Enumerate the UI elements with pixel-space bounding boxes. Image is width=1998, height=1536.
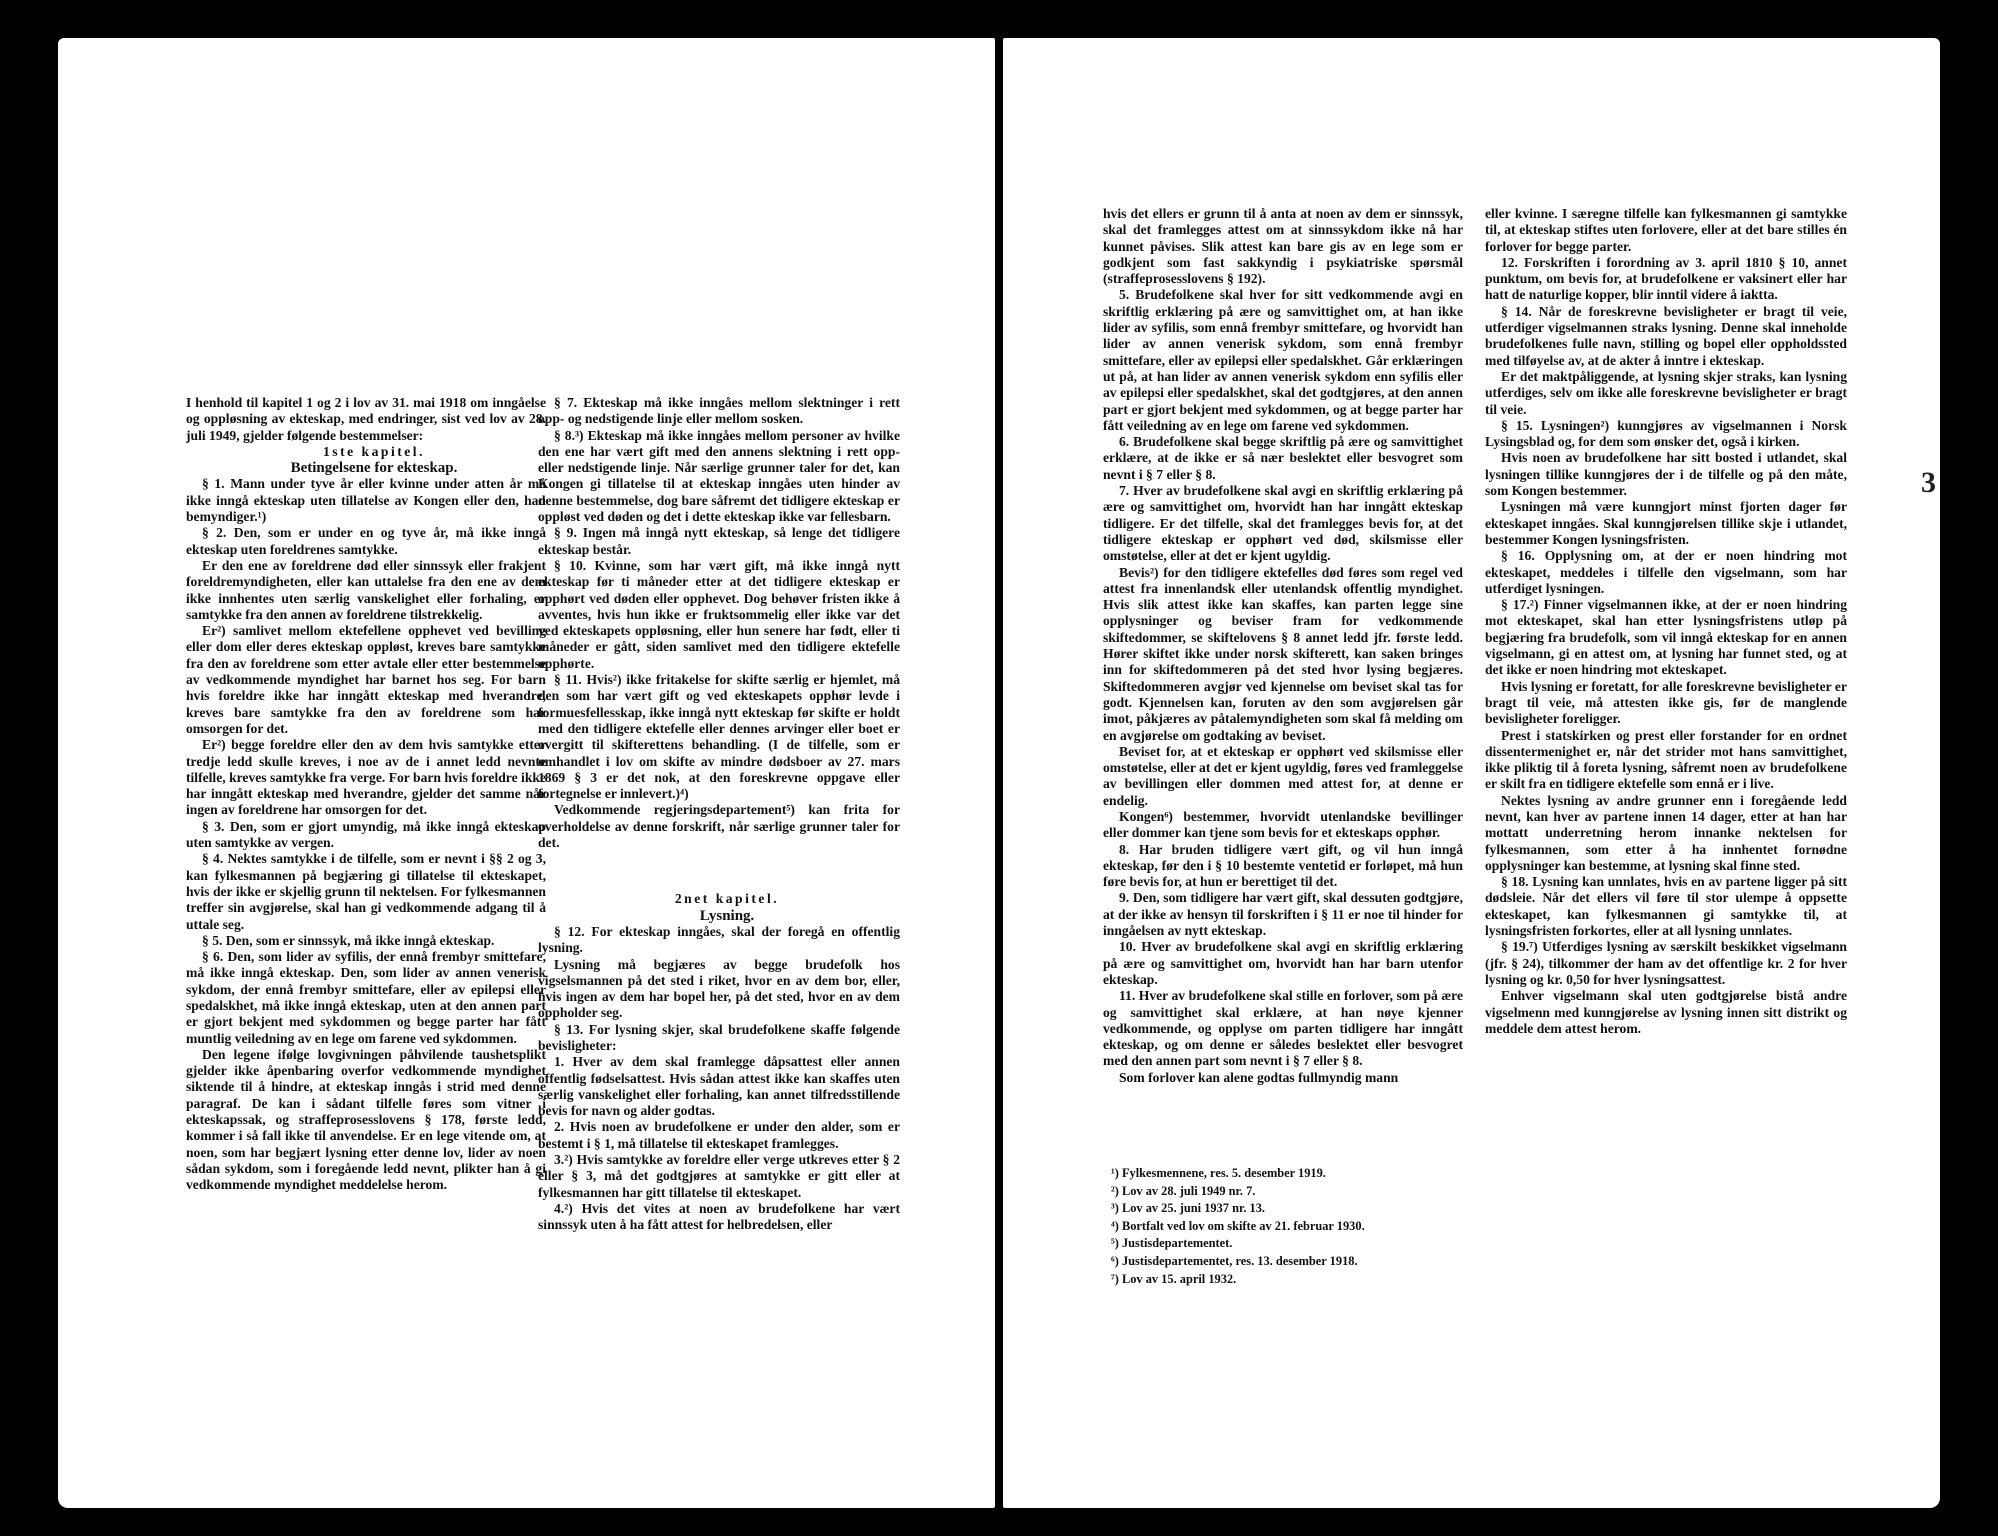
paragraph: 11. Hver av brudefolkene skal stille en forlover, som på ære og samvittighet skal erklære, at han nøye kjenner vedkommende, og opplyse om parten tidligere har inngått ekteskap, og om denne er således beslektet eller besvogret med den annen part som nevnt i § 7 eller § 8. xyxy=(1103,988,1463,1069)
paragraph: 2. Hvis noen av brudefolkene er under den alder, som er bestemt i § 1, må tillatelse til ekteskapet framlegges. xyxy=(538,1119,900,1151)
paragraph: § 11. Hvis²) ikke fritakelse for skifte særlig er hjemlet, må den som har vært gift og ved ekteskapets opphør levde i formuesfellesskap, ikke inngå nytt ekteskap før skifte er holdt med den tidligere ektefelle eller dennes arvinger eller boet er overgitt til skifterettens behandling. (I de tilfelle, som er omhandlet i lov om skifte av mindre dødsboer av 27. mars 1869 § 3 er det nok, at den foreskrevne oppgave eller fortegnelse er innlevert.)⁴) xyxy=(538,672,900,802)
paragraph: § 10. Kvinne, som har vært gift, må ikke inngå nytt ekteskap før ti måneder etter at det tidligere ekteskap er opphørt ved døden eller opphevet. Dog behøver fristen ikke å avventes, hvis hun ikke er fruktsommelig eller ikke var det ved ekteskapets oppløsning, eller hun senere har født, eller ti måneder er gått, siden samlivet med den tidligere ektefelle opphørte. xyxy=(538,557,900,671)
paragraph: Vedkommende regjeringsdepartement⁵) kan frita for overholdelse av denne forskrift, når særlige grunner taler for det. xyxy=(538,802,900,851)
paragraph: Er det maktpåliggende, at lysning skjer straks, kan lysning utferdiges, selv om ikke alle foreskrevne bevisligheter er bragt til veie. xyxy=(1485,368,1847,417)
chapter-1-label: 1ste kapitel. xyxy=(323,443,425,459)
column-1 xyxy=(186,395,546,1194)
chapter-1-title: Betingelsene for ekteskap. xyxy=(290,460,458,477)
chapter-2-title: Lysning. xyxy=(699,907,755,924)
paragraph: 1. Hver av dem skal framlegge dåpsattest eller annen offentlig fødselsattest. Hvis sådan attest ikke kan skaffes uten særlig vanskelighet eller forhaling, kan annet tilfredsstillende bevis for navn og alder godtas. xyxy=(538,1054,900,1119)
paragraph: § 1. Mann under tyve år eller kvinne under atten år må ikke inngå ekteskap uten tillatelse av Kongen eller den, han bemyndiger.¹) xyxy=(186,476,546,525)
footnote: ⁵) Justisdepartementet. xyxy=(1111,1236,1233,1251)
paragraph: Nektes lysning av andre grunner enn i foregående ledd nevnt, kan hver av partene innen 14 dager, etter at han har mottatt underretning herom innanke nektelsen for fylkesmannen, som etter å ha innhentet fornødne opplysninger kan bestemme, at lysning skal finne sted. xyxy=(1485,792,1847,873)
chapter-2-label: 2net kapitel. xyxy=(674,891,780,907)
paragraph: § 7. Ekteskap må ikke inngåes mellom slektninger i rett opp- og nedstigende linje eller mellom sosken. xyxy=(538,395,900,427)
paragraph: 3.²) Hvis samtykke av foreldre eller verge utkreves etter § 2 eller § 3, må det godtgjøres at samtykke er gitt eller at fylkesmannen har gitt tillatelse til ekteskapet. xyxy=(538,1152,900,1200)
paragraph: § 19.⁷) Utferdiges lysning av særskilt beskikket vigselmann (jfr. § 24), tilkommer der ham av det offentlige kr. 2 for hver lysning og kr. 0,50 for hver lysningsattest. xyxy=(1485,939,1847,987)
paragraph: Bevis²) for den tidligere ektefelles død føres som regel ved attest fra innenlandsk eller utenlandsk offentlig myndighet. Hvis slik attest ikke kan skaffes, kan parten legge sine opplysninger og beviser fram for vedkommende skiftedommer, se skiftelovens § 8 annet ledd jfr. første ledd. Hører skiftet ikke under norsk skifterett, kan saken bringes inn for skiftedommeren på det sted hvor lysing begjæres. Skiftedommeren avgjør ved kjennelse om beviset skal tas for godt. Kjennelsen kan, foruten av den som avgjørelsen går imot, påkjæres av påtalemyndigheten som skal få melding om en avgjørelse om godtaking av beviset. xyxy=(1103,564,1463,743)
paragraph: 5. Brudefolkene skal hver for sitt vedkommende avgi en skriftlig erklæring på ære og samvittighet om, at han ikke lider av syfilis, som ennå frembyr smittefare, og hvorvidt han lider av annen venerisk sykdom, som ennå frembyr smittefare, eller av epilepsi eller spedalskhet. Går erklæringen ut på, at han lider av annen venerisk sykdom enn syfilis eller av epilepsi eller spedalskhet, skal det godtgjøres, at den annen part er gjort bekjent med sykdommen, og at begge parter har fått veiledning av en lege om farene ved sykdommen. xyxy=(1103,287,1463,433)
footnote: ¹) Fylkesmennene, res. 5. desember 1919. xyxy=(1111,1166,1326,1180)
column-4 xyxy=(1485,206,1847,1037)
paragraph: § 2. Den, som er under en og tyve år, må ikke inngå ekteskap uten foreldrenes samtykke. xyxy=(186,525,546,557)
paragraph: Prest i statskirken og prest eller forstander for en ordnet dissentermenighet er, når det strider mot hans samvittighet, ikke pliktig til å foreta lysning, såfremt noen av brudefolkene er skilt fra en tidligere ektefelle som ennå er i live. xyxy=(1485,727,1847,792)
paragraph: eller kvinne. I særegne tilfelle kan fylkesmannen gi samtykke til, at ekteskap stiftes uten forlovere, eller at det bare stilles én forlover for begge parter. xyxy=(1485,206,1847,254)
intro-paragraph: I henhold til kapitel 1 og 2 i lov av 31. mai 1918 om inngåelse og oppløsning av ekteskap, med endringer, sist ved lov av 28. juli 1949, gjelder følgende bestemmelser: xyxy=(186,395,546,443)
footnote: ⁴) Bortfalt ved lov om skifte av 21. februar 1930. xyxy=(1111,1218,1365,1233)
footnotes xyxy=(1111,1165,1471,1288)
paragraph: 12. Forskriften i forordning av 3. april 1810 § 10, annet punktum, om bevis for, at brudefolkene er vaksinert eller har hatt de naturlige kopper, blir inntil videre å iaktta. xyxy=(1485,254,1847,303)
paragraph: 8. Har bruden tidligere vært gift, og vil hun inngå ekteskap, før den i § 10 bestemte ventetid er forløpet, må hun føre bevis for, at hun er berettiget til det. xyxy=(1103,841,1463,890)
paragraph: § 15. Lysningen²) kunngjøres av vigselmannen i Norsk Lysingsblad og, for dem som ønsker det, også i kirken. xyxy=(1485,417,1847,450)
paragraph: § 13. For lysning skjer, skal brudefolkene skaffe følgende bevisligheter: xyxy=(538,1021,900,1053)
right-page xyxy=(1003,38,1940,1508)
chapter-1-continued xyxy=(538,395,900,851)
paragraph: § 3. Den, som er gjort umyndig, må ikke inngå ekteskap uten samtykke av vergen. xyxy=(186,818,546,851)
edge-page-mark: 3 xyxy=(1921,466,1936,499)
paragraph: Hvis noen av brudefolkene har sitt bosted i utlandet, skal lysningen tillike kunngjøres der i de tilfelle og på den måte, som Kongen bestemmer. xyxy=(1485,450,1847,499)
paragraph: Er²) begge foreldre eller den av dem hvis samtykke etter tredje ledd skulle kreves, i noe av de i annet ledd nevnte tilfelle, kreves samtykke fra verge. For barn hvis foreldre ikke har inngått ekteskap med hverandre, gjelder det samme når ingen av foreldrene har omsorgen for det. xyxy=(186,737,546,818)
chapter-1-body xyxy=(186,476,546,1193)
chapter-2-body xyxy=(538,924,900,1234)
paragraph: Som forlover kan alene godtas fullmyndig mann xyxy=(1119,1069,1399,1085)
paragraph: Hvis lysning er foretatt, for alle foreskrevne bevisligheter er bragt til veie, må attesten ikke gis, før de manglende bevisligheter foreligger. xyxy=(1485,678,1847,727)
paragraph: § 8.³) Ekteskap må ikke inngåes mellom personer av hvilke den ene har vært gift med den annens slektning i rett opp- eller nedstigende linje. Når særlige grunner taler for det, kan Kongen gi tillatelse til at ekteskap inngåes uten hinder av denne bestemmelse, dog bare såfremt det tidligere ekteskap er oppløst ved døden og det i dette ekteskap ikke var fellesbarn. xyxy=(538,427,900,525)
footnote: ⁶) Justisdepartementet, res. 13. desember 1918. xyxy=(1111,1253,1358,1268)
paragraph: § 16. Opplysning om, at der er noen hindring mot ekteskapet, meddeles i tilfelle den vigselmann, som har utferdiget lysningen. xyxy=(1485,548,1847,596)
paragraph: 6. Brudefolkene skal begge skriftlig på ære og samvittighet erklære, at de ikke er så nær beslektet eller besvogret som nevnt i § 7 eller § 8. xyxy=(1103,434,1463,482)
footnote: ³) Lov av 25. juni 1937 nr. 13. xyxy=(1111,1201,1266,1216)
paragraph: 10. Hver av brudefolkene skal avgi en skriftlig erklæring på ære og samvittighet om, hvorvidt han har barn utenfor ekteskap. xyxy=(1103,939,1463,987)
paragraph: § 17.²) Finner vigselmannen ikke, at der er noen hindring mot ekteskapet, skal han etter lysningsfristens utløp på begjæring fra brudefolk, som vil inngå ekteskap for en annen vigselmann, gi en attest om, at lysning har funnet sted, og at det ikke er noen hindring mot ekteskapet. xyxy=(1485,597,1847,678)
paragraph: § 6. Den, som lider av syfilis, der ennå frembyr smittefare, må ikke inngå ekteskap. Den, som lider av annen venerisk sykdom, der ennå frembyr smittefare, eller av epilepsi eller spedalskhet, må ikke inngå ekteskap, uten at den annen part er gjort bekjent med sykdommen og begge parter har fått muntlig veiledning av en lege om farene ved sykdommen. xyxy=(186,949,546,1046)
paragraph: § 12. For ekteskap inngåes, skal der foregå en offentlig lysning. xyxy=(538,923,900,956)
paragraph: § 18. Lysning kan unnlates, hvis en av partene ligger på sitt dødsleie. Når det ellers vil føre til stor ulempe å oppsette ekteskapet, kan fylkesmannen gi samtykke til, at lysningsfristen forkortes, eller at all lysning unnlates. xyxy=(1485,874,1847,939)
footnote: ⁷) Lov av 15. april 1932. xyxy=(1111,1271,1237,1286)
paragraph: § 9. Ingen må inngå nytt ekteskap, så lenge det tidligere ekteskap består. xyxy=(538,525,900,557)
paragraph: 9. Den, som tidligere har vært gift, skal dessuten godtgjøre, at der ikke av hensyn til forskriften i § 11 er noe til hinder for inngåelsen av nytt ekteskap. xyxy=(1103,890,1463,939)
paragraph: Den legene ifølge lovgivningen påhvilende taushetsplikt gjelder ikke åpenbaring overfor vedkommende myndighet siktende til å hindre, at ekteskap inngås i strid med denne paragraf. De kan i sådant tilfelle føres som vitner i ekteskapssak, og straffeprosesslovens § 178, første ledd, kommer i så fall ikke til anvendelse. Er en lege vitende om, at noen, som har begjært lysning etter denne lov, lider av noen sådan sykdom, som i foregående ledd nevnt, plikter han å gi vedkommende myndighet meddelelse herom. xyxy=(186,1046,546,1193)
paragraph: Lysningen må være kunngjort minst fjorten dager før ekteskapet inngåes. Skal kunngjørelsen tillike skje i utlandet, bestemmer Kongen lysningsfristen. xyxy=(1485,499,1847,547)
left-page xyxy=(58,38,995,1508)
paragraph: Er²) samlivet mellom ektefellene opphevet ved bevilling eller dom eller deres ekteskap oppløst, kreves bare samtykke fra den av foreldrene som etter avtale eller etter bestemmelse av vedkommende myndighet har barnet hos seg. For barn hvis foreldre ikke har inngått ekteskap med hverandre, kreves bare samtykke fra den av foreldrene som har omsorgen for det. xyxy=(186,623,546,736)
paragraph: § 5. Den, som er sinnssyk, må ikke inngå ekteskap. xyxy=(202,932,495,948)
paragraph: § 4. Nektes samtykke i de tilfelle, som er nevnt i §§ 2 og 3, kan fylkesmannen på begjæring gi tillatelse til ekteskapet, hvis der ikke er skjellig grunn til nektelsen. For fylkesmannen treffer sin avgjørelse, skal han gi vedkommende adgang til å uttale seg. xyxy=(186,851,546,932)
column-2 xyxy=(538,395,900,1234)
paragraph: hvis det ellers er grunn til å anta at noen av dem er sinnssyk, skal det framlegges attest om at sinnssykdom ikke nå har kunnet påvises. Slik attest kan bare gis av en lege som er godkjent som fast sakkyndig i psykiatriske spørsmål (straffeprosesslovens § 192). xyxy=(1103,206,1463,287)
paragraph: Lysning må begjæres av begge brudefolk hos vigselsmannen på det sted i riket, hvor en av dem bor, eller, hvis ingen av dem har bopel her, på det sted, hvor en av dem oppholder seg. xyxy=(538,956,900,1021)
column-3 xyxy=(1103,206,1463,1086)
paragraph: Er den ene av foreldrene død eller sinnssyk eller frakjent foreldremyndigheten, eller kan uttalelse fra den ene av dem ikke innhentes uten særlig vanskelighet eller forhaling, er samtykke fra den annen av foreldrene tilstrekkelig. xyxy=(186,557,546,622)
paragraph: 7. Hver av brudefolkene skal avgi en skriftlig erklæring på ære og samvittighet om, hvorvidt han har inngått ekteskap tidligere. Er det tilfelle, skal det framlegges bevis for, at det tidligere ekteskap er opphørt ved død, skilsmisse eller omstøtelse, eller at det er kjent ugyldig. xyxy=(1103,483,1463,564)
paragraph: Enhver vigselmann skal uten godtgjørelse bistå andre vigselmenn med kunngjørelse av lysning innen sitt distrikt og meddele dem attest herom. xyxy=(1485,988,1847,1036)
footnote: ²) Lov av 28. juli 1949 nr. 7. xyxy=(1111,1183,1256,1198)
paragraph: Kongen⁶) bestemmer, hvorvidt utenlandske bevillinger eller dommer kan tjene som bevis for et ekteskaps opphør. xyxy=(1103,808,1463,841)
paragraph: Beviset for, at et ekteskap er opphørt ved skilsmisse eller omstøtelse, eller at det er kjent ugyldig, føres ved framleggelse av bevillingen eller dommen med attest for, at denne er endelig. xyxy=(1103,743,1463,808)
paragraph: § 14. Når de foreskrevne bevisligheter er bragt til veie, utferdiger vigselmannen straks lysning. Denne skal inneholde brudefolkenes fulle navn, stilling og bopel eller oppholdssted med tilføyelse av, at de akter å inntre i ekteskap. xyxy=(1485,303,1847,368)
paragraph: 4.²) Hvis det vites at noen av brudefolkene har vært sinnssyk uten å ha fått attest for helbredelsen, eller xyxy=(538,1200,900,1233)
